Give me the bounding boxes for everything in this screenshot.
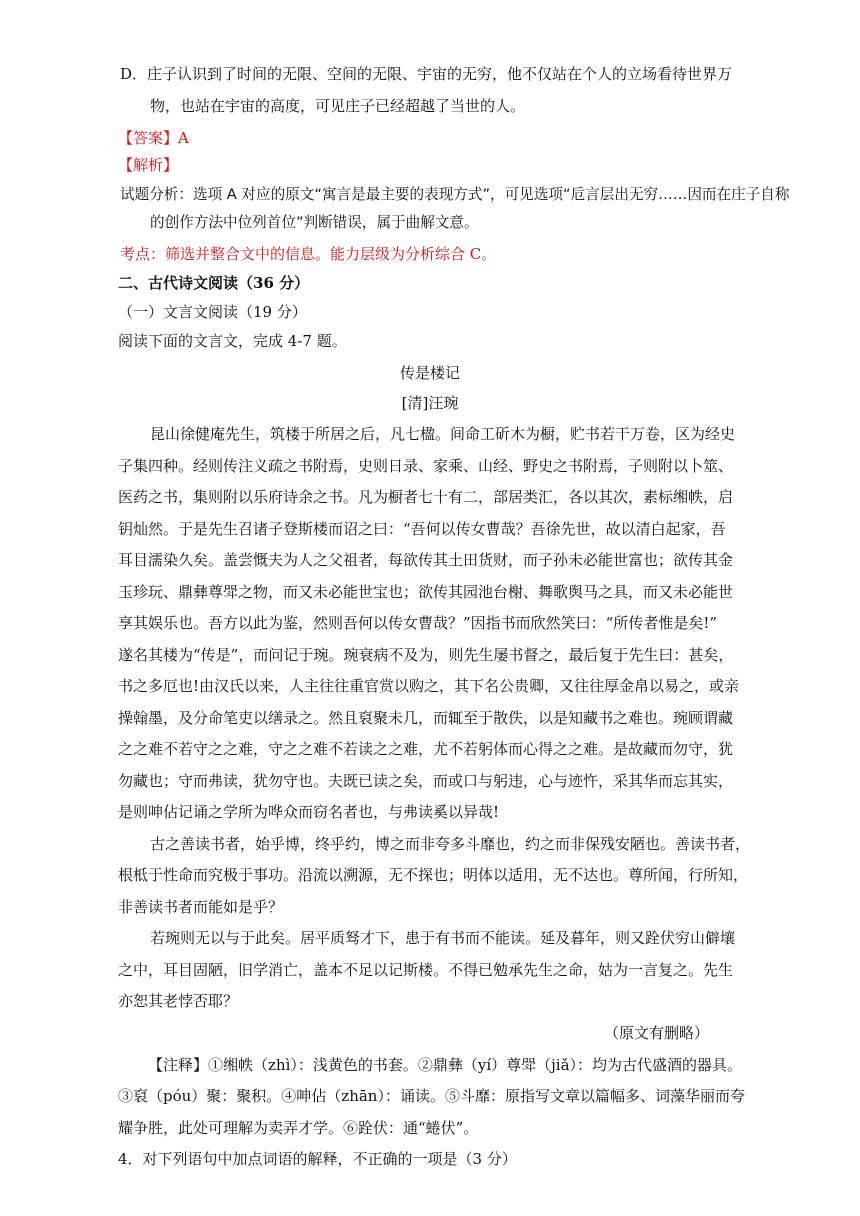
passage-line: 享其娱乐也。吾方以此为鉴，然则吾何以传女曹哉？”因指书而欣然笑曰：“所传者惟是矣!”: [118, 614, 718, 632]
passage-line: 是则呻佔记诵之学所为哗众而窃名者也，与弗读奚以异哉!: [118, 803, 500, 821]
passage-line: 若琬则无以与于此矣。居平质驽才下，患于有书而不能读。延及暮年，则又跧伏穷山僻壤: [150, 929, 736, 947]
analysis-line-1: 试题分析：选项 A 对应的原文“寓言是最主要的表现方式”，可见选项“卮言层出无穷……因而在庄子自称: [120, 186, 790, 203]
passage-line: 操翰墨，及分命笔吏以缮录之。然且裒聚未几，而辄至于散佚，以是知藏书之难也。琬顾谓藏: [118, 709, 734, 727]
passage-line: 钥灿然。于是先生召诸子登斯楼而诏之曰：“吾何以传女曹哉？吾徐先世，故以清白起家，吾: [118, 520, 726, 538]
notes-line: ③裒（póu）聚：聚积。④呻佔（zhān）：诵读。⑤斗靡：原指写文章以篇幅多、词藻华丽而夸: [118, 1087, 745, 1105]
passage-line: 之之难不若守之之难，守之之难不若读之之难，尤不若躬体而心得之之难。是故藏而勿守，犹: [118, 740, 734, 758]
passage-line: 勿藏也；守而弗读，犹勿守也。夫既已读之矣，而或口与躬违，心与迹忤，采其华而忘其实，: [118, 772, 734, 790]
subsection-title: （一）文言文阅读（19 分）: [118, 303, 307, 321]
analysis-line-2: 的创作方法中位列首位”判断错误，属于曲解文意。: [150, 214, 479, 231]
option-d-line-1: D．庄子认识到了时间的无限、空间的无限、宇宙的无穷，他不仅站在个人的立场看待世界万: [120, 65, 733, 83]
passage-line: 耳目濡染久矣。盖尝慨夫为人之父祖者，每欲传其土田货财，而子孙未必能世富也；欲传其金: [118, 551, 734, 569]
passage-title: 传是楼记: [399, 364, 460, 382]
passage-line: 古之善读书者，始乎博，终乎约，博之而非夸多斗靡也，约之而非保残安陋也。善读书者，: [150, 835, 751, 853]
passage-line: 玉珍玩、鼎彝尊斝之物，而又未必能世宝也；欲传其园池台榭、舞歌舆马之具，而又未必能世: [118, 583, 734, 601]
notes-line: 耀争胜，此处可理解为卖弄才学。⑥跧伏：通“蜷伏”。: [118, 1119, 479, 1137]
passage-line: 根柢于性命而究极于事功。沿流以溯源，无不探也；明体以适用，无不达也。尊所闻，行所知，: [118, 866, 749, 884]
passage-line: 医药之书，集则附以乐府诗余之书。凡为橱者七十有二，部居类汇，各以其次，素标缃帙，启: [118, 488, 734, 506]
passage-line: 非善读书者而能如是乎？: [118, 898, 284, 916]
option-d-line-2: 物，也站在宇宙的高度，可见庄子已经超越了当世的人。: [150, 97, 526, 115]
passage-line: 亦恕其老悖否耶？: [118, 992, 239, 1010]
passage-line: 遂名其楼为“传是”，而问记于琬。琬衰病不及为，则先生屡书督之，最后复于先生曰：甚矣，: [118, 646, 734, 664]
reading-instruction: 阅读下面的文言文，完成 4-7 题。: [118, 332, 347, 350]
passage-author: [清]汪琬: [401, 394, 459, 412]
answer-label: 【答案】A: [118, 129, 189, 147]
analysis-label: 【解析】: [118, 156, 179, 174]
passage-line: 子集四种。经则传注义疏之书附焉，史则日录、家乘、山经、野史之书附焉，子则附以卜筮、: [118, 457, 734, 475]
question-4: 4．对下列语句中加点词语的解释，不正确的一项是（3 分）: [118, 1150, 517, 1168]
source-note: （原文有删略）: [604, 1024, 710, 1042]
passage-line: 之中，耳目固陋，旧学消亡，盖本不足以记斯楼。不得已勉承先生之命，姑为一言复之。先生: [118, 961, 734, 979]
passage-line: 书之多厄也!由汉氏以来，人主往往重官赏以购之，其下名公贵卿，又往往厚金帛以易之，或亲: [118, 677, 740, 695]
section-title: 二、古代诗文阅读（36 分）: [118, 274, 310, 292]
passage-line: 昆山徐健庵先生，筑楼于所居之后，凡七楹。间命工斫木为橱，贮书若干万卷，区为经史: [150, 425, 736, 443]
kaodian-note: 考点：筛选并整合文中的信息。能力层级为分析综合 C。: [120, 245, 497, 263]
notes-line: 【注释】①缃帙（zhì）：浅黄色的书套。②鼎彝（yí）尊斝（jiǎ）：均为古代盛酒的器具。: [148, 1056, 743, 1074]
